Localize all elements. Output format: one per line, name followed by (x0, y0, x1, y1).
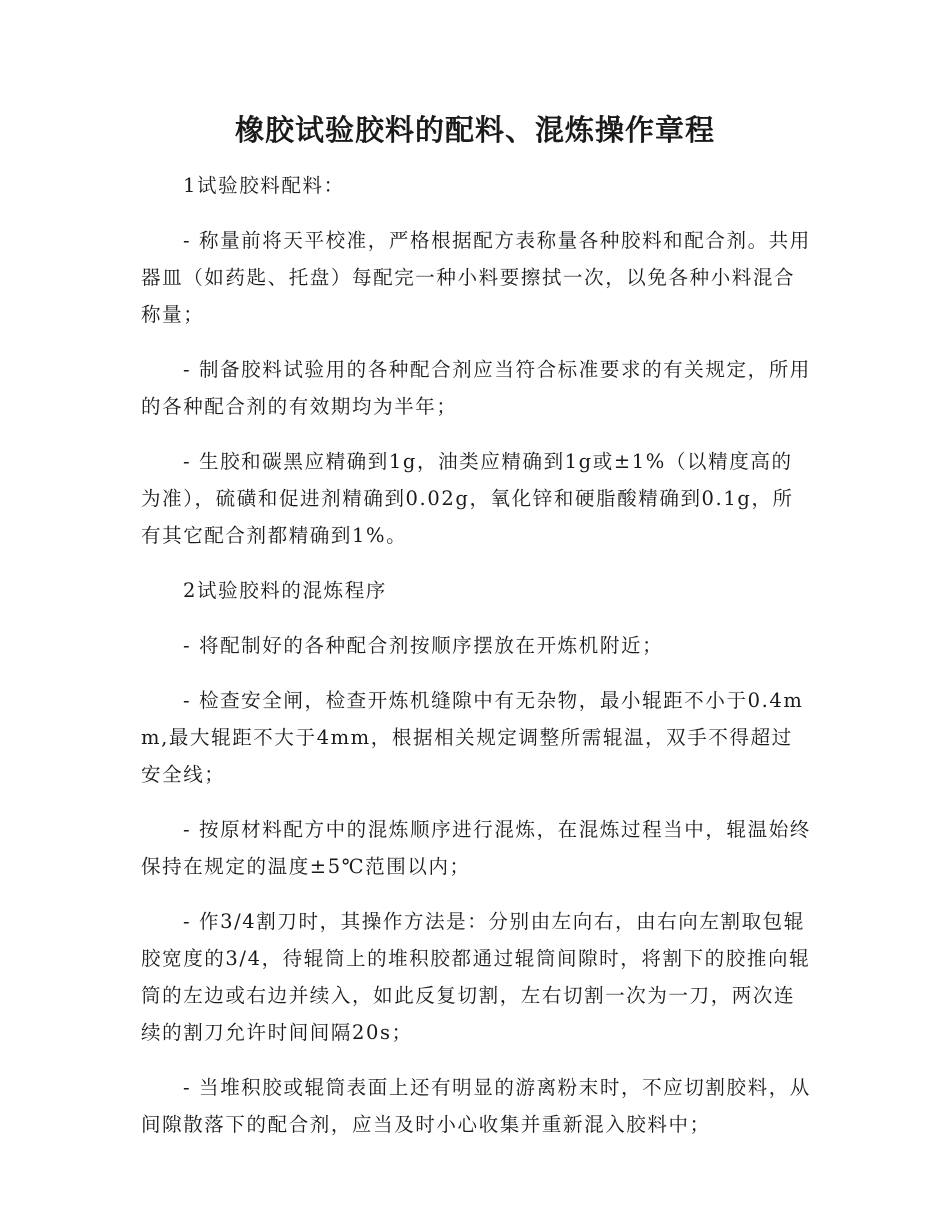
document-title: 橡胶试验胶料的配料、混炼操作章程 (234, 113, 715, 147)
section-heading-batching: 1试验胶料配料： (183, 174, 345, 197)
document-body (141, 167, 813, 1161)
paragraph-cutting-method: - 作3/4割刀时，其操作方法是：分别由左向右，由右向左割取包辊胶宽度的3/4，待辊筒上的堆积胶都通过辊筒间隙时，将割下的胶推向辊筒的左边或右边并续入，如此反复切割，左右切割一次为一刀，两次连续的割刀允许时间间隔20s； (141, 910, 811, 1044)
paragraph-weighing: - 称量前将天平校准，严格根据配方表称量各种胶料和配合剂。共用器皿（如药匙、托盘）每配完一种小料要擦拭一次，以免各种小料混合称量； (141, 229, 811, 326)
paragraph-safety-check: - 检查安全闸，检查开炼机缝隙中有无杂物，最小辊距不小于0.4mm,最大辊距不大于4mm，根据相关规定调整所需辊温，双手不得超过安全线； (141, 689, 804, 786)
paragraph-arrange-agents: - 将配制好的各种配合剂按顺序摆放在开炼机附近； (183, 634, 664, 657)
section-heading-mixing: 2试验胶料的混炼程序 (183, 579, 387, 602)
paragraph-mixing-order: - 按原材料配方中的混炼顺序进行混炼，在混炼过程当中，辊温始终保持在规定的温度±5℃范围以内； (141, 818, 811, 878)
paragraph-compounding-agents: - 制备胶料试验用的各种配合剂应当符合标准要求的有关规定，所用的各种配合剂的有效期均为半年； (141, 358, 811, 418)
paragraph-precision: - 生胶和碳黑应精确到1g，油类应精确到1g或±1%（以精度高的为准），硫磺和促进剂精确到0.02g，氧化锌和硬脂酸精确到0.1g，所有其它配合剂都精确到1%。 (141, 450, 794, 547)
paragraph-free-powder: - 当堆积胶或辊筒表面上还有明显的游离粉末时，不应切割胶料，从间隙散落下的配合剂，应当及时小心收集并重新混入胶料中； (141, 1076, 811, 1136)
